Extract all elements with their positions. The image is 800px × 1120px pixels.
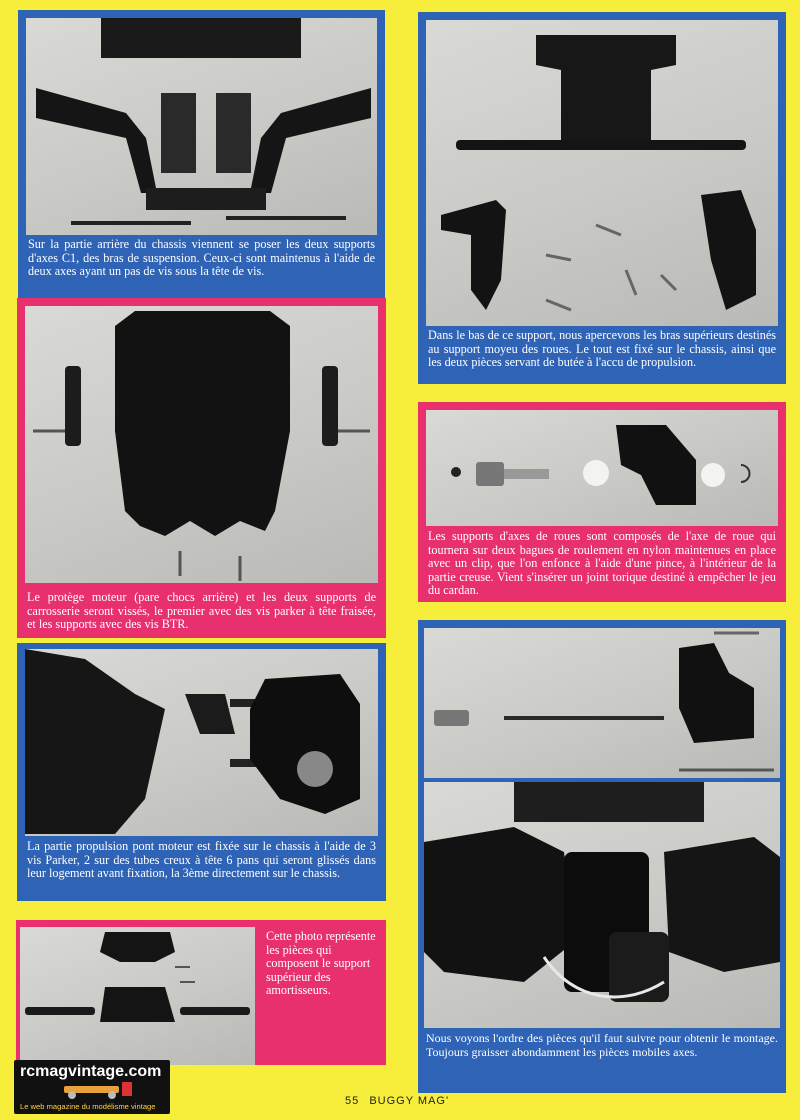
caption-rear-chassis: Sur la partie arrière du chassis viennent se poser les deux supports d'axes C1, des bras de suspension. Ceux-ci sont maintenus à l'aide de deux axes ayant un pas de vis sous la tête de vis.	[28, 237, 375, 279]
panel-rear-chassis	[18, 10, 385, 298]
panel-shock-support	[16, 920, 386, 1065]
photo-rear-chassis	[26, 18, 377, 235]
axle-order-parts-icon	[424, 628, 780, 778]
wheel-axle-parts-icon	[426, 410, 778, 526]
site-logo[interactable]	[14, 1060, 170, 1114]
magazine-name: BUGGY MAG'	[369, 1095, 450, 1107]
photo-propulsion	[25, 649, 378, 836]
upper-arms-parts-icon	[426, 20, 778, 326]
photo-wheel-axle	[426, 410, 778, 526]
rc-car-icon	[54, 1082, 144, 1100]
panel-wheel-axle	[418, 402, 786, 602]
caption-assembly-order: Nous voyons l'ordre des pièces qu'il faut suivre pour obtenir le montage. Toujours graisser abondamment les pièces mobiles axes.	[426, 1031, 778, 1059]
caption-upper-arms: Dans le bas de ce support, nous apercevons les bras supérieurs destinés au support moyeu des roues. Le tout est fixé sur le chassis, ainsi que les deux pièces servant de butée à l'accu de propulsion.	[428, 328, 776, 370]
shock-support-parts-icon	[20, 927, 255, 1065]
panel-motor-guard	[17, 298, 386, 638]
assembly-order-parts-icon	[424, 782, 780, 1028]
propulsion-parts-icon	[25, 649, 378, 836]
logo-subtitle: Le web magazine du modélisme vintage	[20, 1102, 156, 1111]
photo-axle-order	[424, 628, 780, 778]
page-number: 55	[345, 1095, 360, 1107]
panel-propulsion	[17, 643, 386, 901]
photo-motor-guard	[25, 306, 378, 583]
logo-title: rcmagvintage.com	[20, 1063, 162, 1080]
panel-upper-arms	[418, 12, 786, 384]
rear-chassis-parts-icon	[26, 18, 377, 235]
caption-wheel-axle: Les supports d'axes de roues sont composés de l'axe de roue qui tournera sur deux bagues de roulement en nylon maintenues en place avec un clip, que l'on enfonce à l'aide d'une pince, à l'intérieur de la partie creuse. Vient s'insérer un joint torique destiné à empêcher le jeu du cardan.	[428, 529, 776, 598]
photo-assembly-order	[424, 782, 780, 1028]
photo-shock-support	[20, 927, 255, 1065]
caption-propulsion: La partie propulsion pont moteur est fixée sur le chassis à l'aide de 3 vis Parker, 2 sur des tubes creux à tête 6 pans qui seront glissés dans leur logement avant fixation, la 3ème directement sur le chassis.	[27, 839, 376, 881]
photo-upper-arms	[426, 20, 778, 326]
caption-motor-guard: Le protège moteur (pare chocs arrière) et les deux supports de carrosserie seront vissés, le premier avec des vis parker à tête fraisée, et les supports avec des vis BTR.	[27, 590, 376, 632]
page-footer	[345, 1095, 449, 1107]
panel-assembly-order	[418, 620, 786, 1093]
caption-shock-support: Cette photo représente les pièces qui composent le support supérieur des amortisseurs.	[266, 929, 376, 998]
motor-guard-parts-icon	[25, 306, 378, 583]
